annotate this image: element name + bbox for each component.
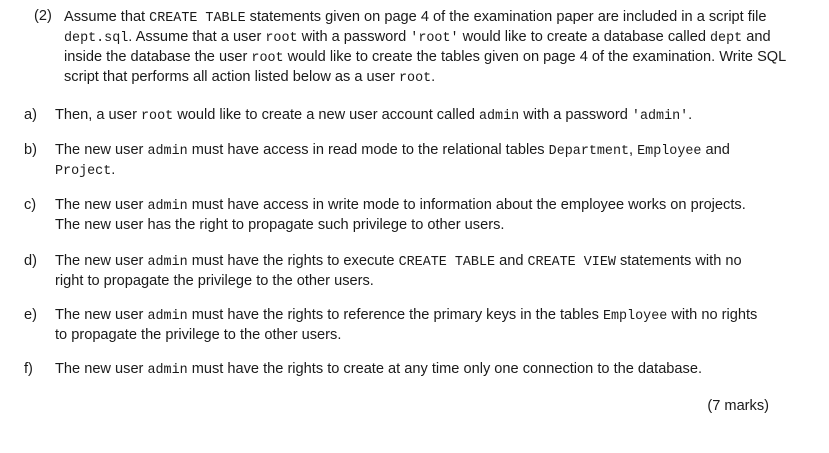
item-label: e) [24, 307, 37, 323]
text-run: must have access in write mode to information about the employee works on projects. The new user has the right to propagate such privilege to other users. [55, 197, 746, 233]
code-token: admin [147, 144, 188, 159]
question-intro [64, 8, 809, 88]
text-run: would like to create a database called [458, 29, 711, 45]
text-run: must have the rights to reference the primary keys in the tables [187, 307, 603, 323]
text-run: . [688, 107, 693, 123]
code-token: dept.sql [64, 31, 129, 46]
code-token: admin [147, 199, 188, 214]
code-token: CREATE VIEW [527, 255, 616, 270]
text-run: The new user [55, 142, 148, 158]
text-run: The new user [55, 307, 148, 323]
item-text [55, 252, 767, 291]
code-token: Department [548, 144, 630, 159]
code-token: root [265, 31, 298, 46]
text-run: must have the rights to execute [187, 253, 399, 269]
text-run: The new user [55, 361, 148, 377]
item-label: f) [24, 361, 33, 377]
item-text [55, 306, 767, 345]
text-run: . Assume that a user [128, 29, 266, 45]
code-token: admin [147, 363, 188, 378]
text-run: with a password [519, 107, 632, 123]
text-run: Assume that [64, 9, 150, 25]
code-token: admin [147, 309, 188, 324]
text-run: Then, a user [55, 107, 141, 123]
item-text [55, 141, 767, 181]
code-token: Project [55, 164, 112, 179]
item-text [55, 106, 767, 126]
code-token: admin [478, 109, 520, 124]
code-token: root [399, 71, 432, 86]
text-run: must have access in read mode to the relational tables [187, 142, 549, 158]
item-label: b) [24, 142, 37, 158]
text-run: statements given on page 4 of the examination paper are included in a script file [245, 9, 767, 25]
text-run: , [629, 142, 638, 158]
text-run: would like to create a new user account called [173, 107, 479, 123]
text-run: statements with no right to propagate the privilege to the other users. [55, 253, 742, 289]
text-run: . [111, 162, 116, 178]
text-run: would like to create the tables given on page 4 of the examination. Write SQL script that performs all action listed below as a user [64, 49, 786, 85]
code-token: dept [710, 31, 743, 46]
code-token: root [141, 109, 174, 124]
text-run: and [495, 253, 528, 269]
item-label: c) [24, 197, 37, 213]
item-label: d) [24, 253, 37, 269]
text-run: and [701, 142, 730, 158]
item-label: a) [24, 107, 37, 123]
text-run: The new user [55, 253, 148, 269]
text-run: with a password [297, 29, 411, 45]
code-token: CREATE TABLE [149, 11, 246, 26]
code-token: root [251, 51, 284, 66]
code-token: CREATE TABLE [398, 255, 496, 270]
text-run: and inside the database the user [64, 29, 771, 65]
text-run: with no rights to propagate the privilege to the other users. [55, 307, 758, 343]
text-run: . [431, 69, 436, 85]
question-number: (2) [34, 8, 52, 24]
code-token: Employee [637, 144, 702, 159]
item-text [55, 196, 767, 235]
code-token: Employee [602, 309, 668, 324]
item-text [55, 360, 767, 380]
marks-label: (7 marks) [707, 398, 769, 414]
code-token: admin [147, 255, 188, 270]
code-token: 'root' [410, 31, 459, 46]
text-run: The new user [55, 197, 148, 213]
text-run: must have the rights to create at any time only one connection to the database. [187, 361, 703, 377]
code-token: 'admin' [631, 109, 689, 124]
